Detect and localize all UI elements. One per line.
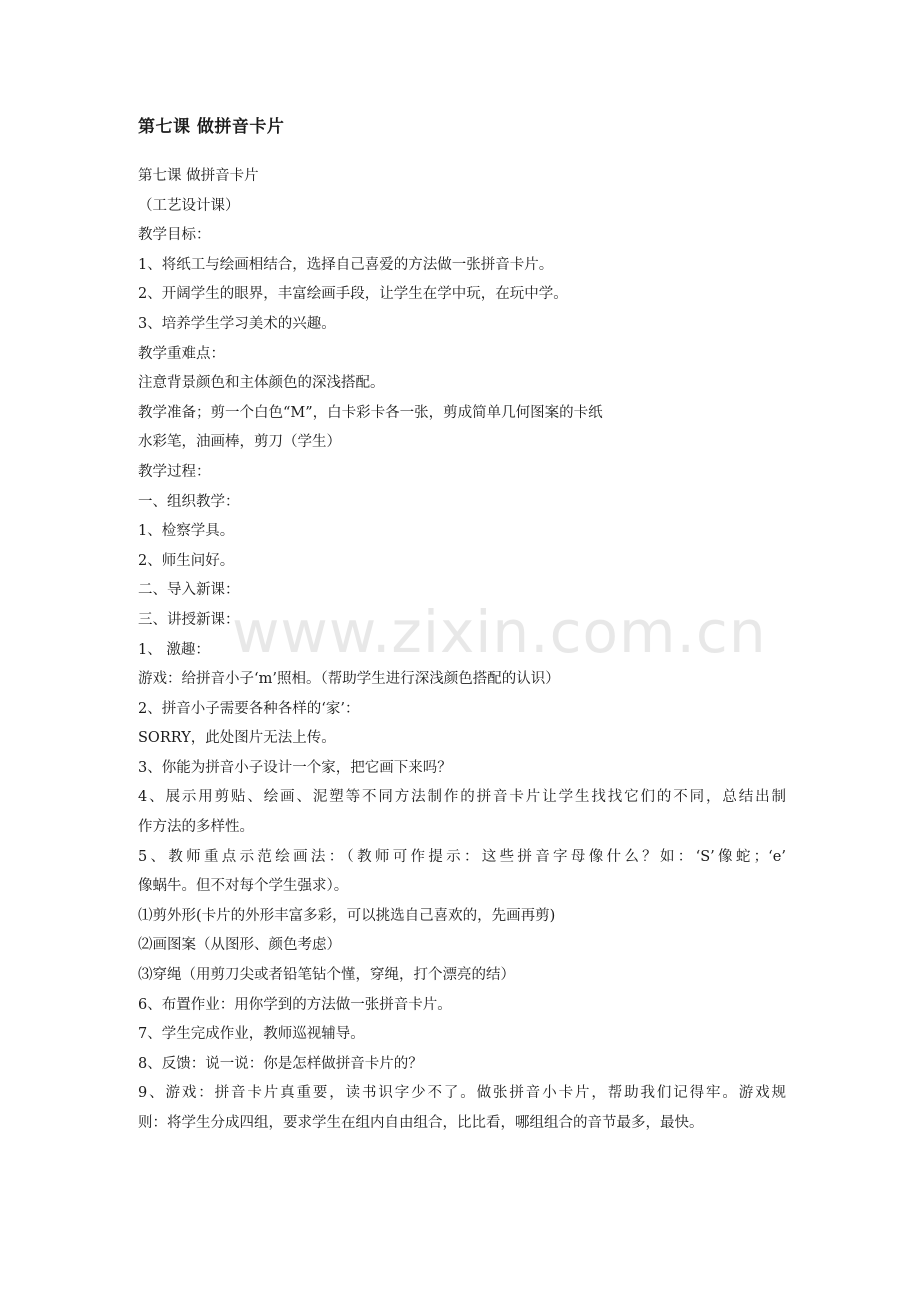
body-line: 7、学生完成作业，教师巡视辅导。 (138, 1026, 365, 1043)
body-line: 作方法的多样性。 (138, 819, 254, 836)
body-line: 3、你能为拼音小子设计一个家，把它画下来吗？ (138, 759, 452, 776)
watermark: www.zixin.com.cn (232, 598, 767, 666)
body-line: 像蜗牛。但不对每个学生强求）。 (138, 878, 349, 895)
body-line: 教学目标： (138, 227, 211, 244)
body-line: 2、开阔学生的眼界，丰富绘画手段，让学生在学中玩，在玩中学。 (138, 286, 568, 303)
body-line: 1、 激趣： (138, 641, 210, 658)
document-title: 第七课 做拼音卡片 (138, 117, 285, 137)
body-line: ⑵画图案（从图形、颜色考虑） (138, 937, 341, 954)
body-line: 二、导入新课： (138, 582, 240, 599)
body-line: 2、师生问好。 (138, 552, 235, 569)
body-line: （工艺设计课） (138, 197, 240, 214)
body-line: 教学准备；剪一个白色“M”，白卡彩卡各一张，剪成简单几何图案的卡纸 (138, 404, 603, 421)
body-line: 则：将学生分成四组，要求学生在组内自由组合，比比看，哪组组合的音节最多，最快。 (138, 1115, 704, 1131)
body-line: 一、组织教学： (138, 493, 240, 510)
body-line: 2、拼音小子需要各种各样的‘家’： (138, 700, 360, 717)
body-line: 注意背景颜色和主体颜色的深浅搭配。 (138, 375, 385, 392)
body-line: 8、反馈：说一说：你是怎样做拼音卡片的？ (138, 1055, 423, 1072)
body-line: 9、游戏：拼音卡片真重要，读书识字少不了。做张拼音小卡片，帮助我们记得牢。游戏规 (138, 1085, 786, 1102)
document-body (138, 162, 786, 1139)
body-line: 1、将纸工与绘画相结合，选择自己喜爱的方法做一张拼音卡片。 (138, 256, 554, 273)
body-line: 游戏：给拼音小子‘m’照相。（帮助学生进行深浅颜色搭配的认识） (138, 671, 560, 688)
body-line: 水彩笔，油画棒，剪刀（学生） (138, 434, 341, 451)
body-line: 三、讲授新课： (138, 611, 240, 628)
body-line: 5、教师重点示范绘画法：（教师可作提示：这些拼音字母像什么？如：‘S’像蛇；‘e’ (138, 848, 786, 865)
body-line: 1、检察学具。 (138, 523, 235, 540)
body-line: 第七课 做拼音卡片 (138, 168, 259, 184)
body-line: ⑶穿绳（用剪刀尖或者铅笔钻个慬，穿绳，打个漂亮的结） (138, 967, 515, 984)
body-line: 6、布置作业：用你学到的方法做一张拼音卡片。 (138, 996, 452, 1013)
body-line: ⑴剪外形(卡片的外形丰富多彩，可以挑选自己喜欢的，先画再剪) (138, 907, 556, 924)
body-line: 教学重难点： (138, 345, 225, 362)
body-line: 教学过程： (138, 463, 211, 480)
body-line: 4、展示用剪贴、绘画、泥塑等不同方法制作的拼音卡片让学生找找它们的不同，总结出制 (138, 789, 786, 806)
body-line: SORRY，此处图片无法上传。 (138, 730, 336, 747)
body-line: 3、培养学生学习美术的兴趣。 (138, 315, 336, 332)
